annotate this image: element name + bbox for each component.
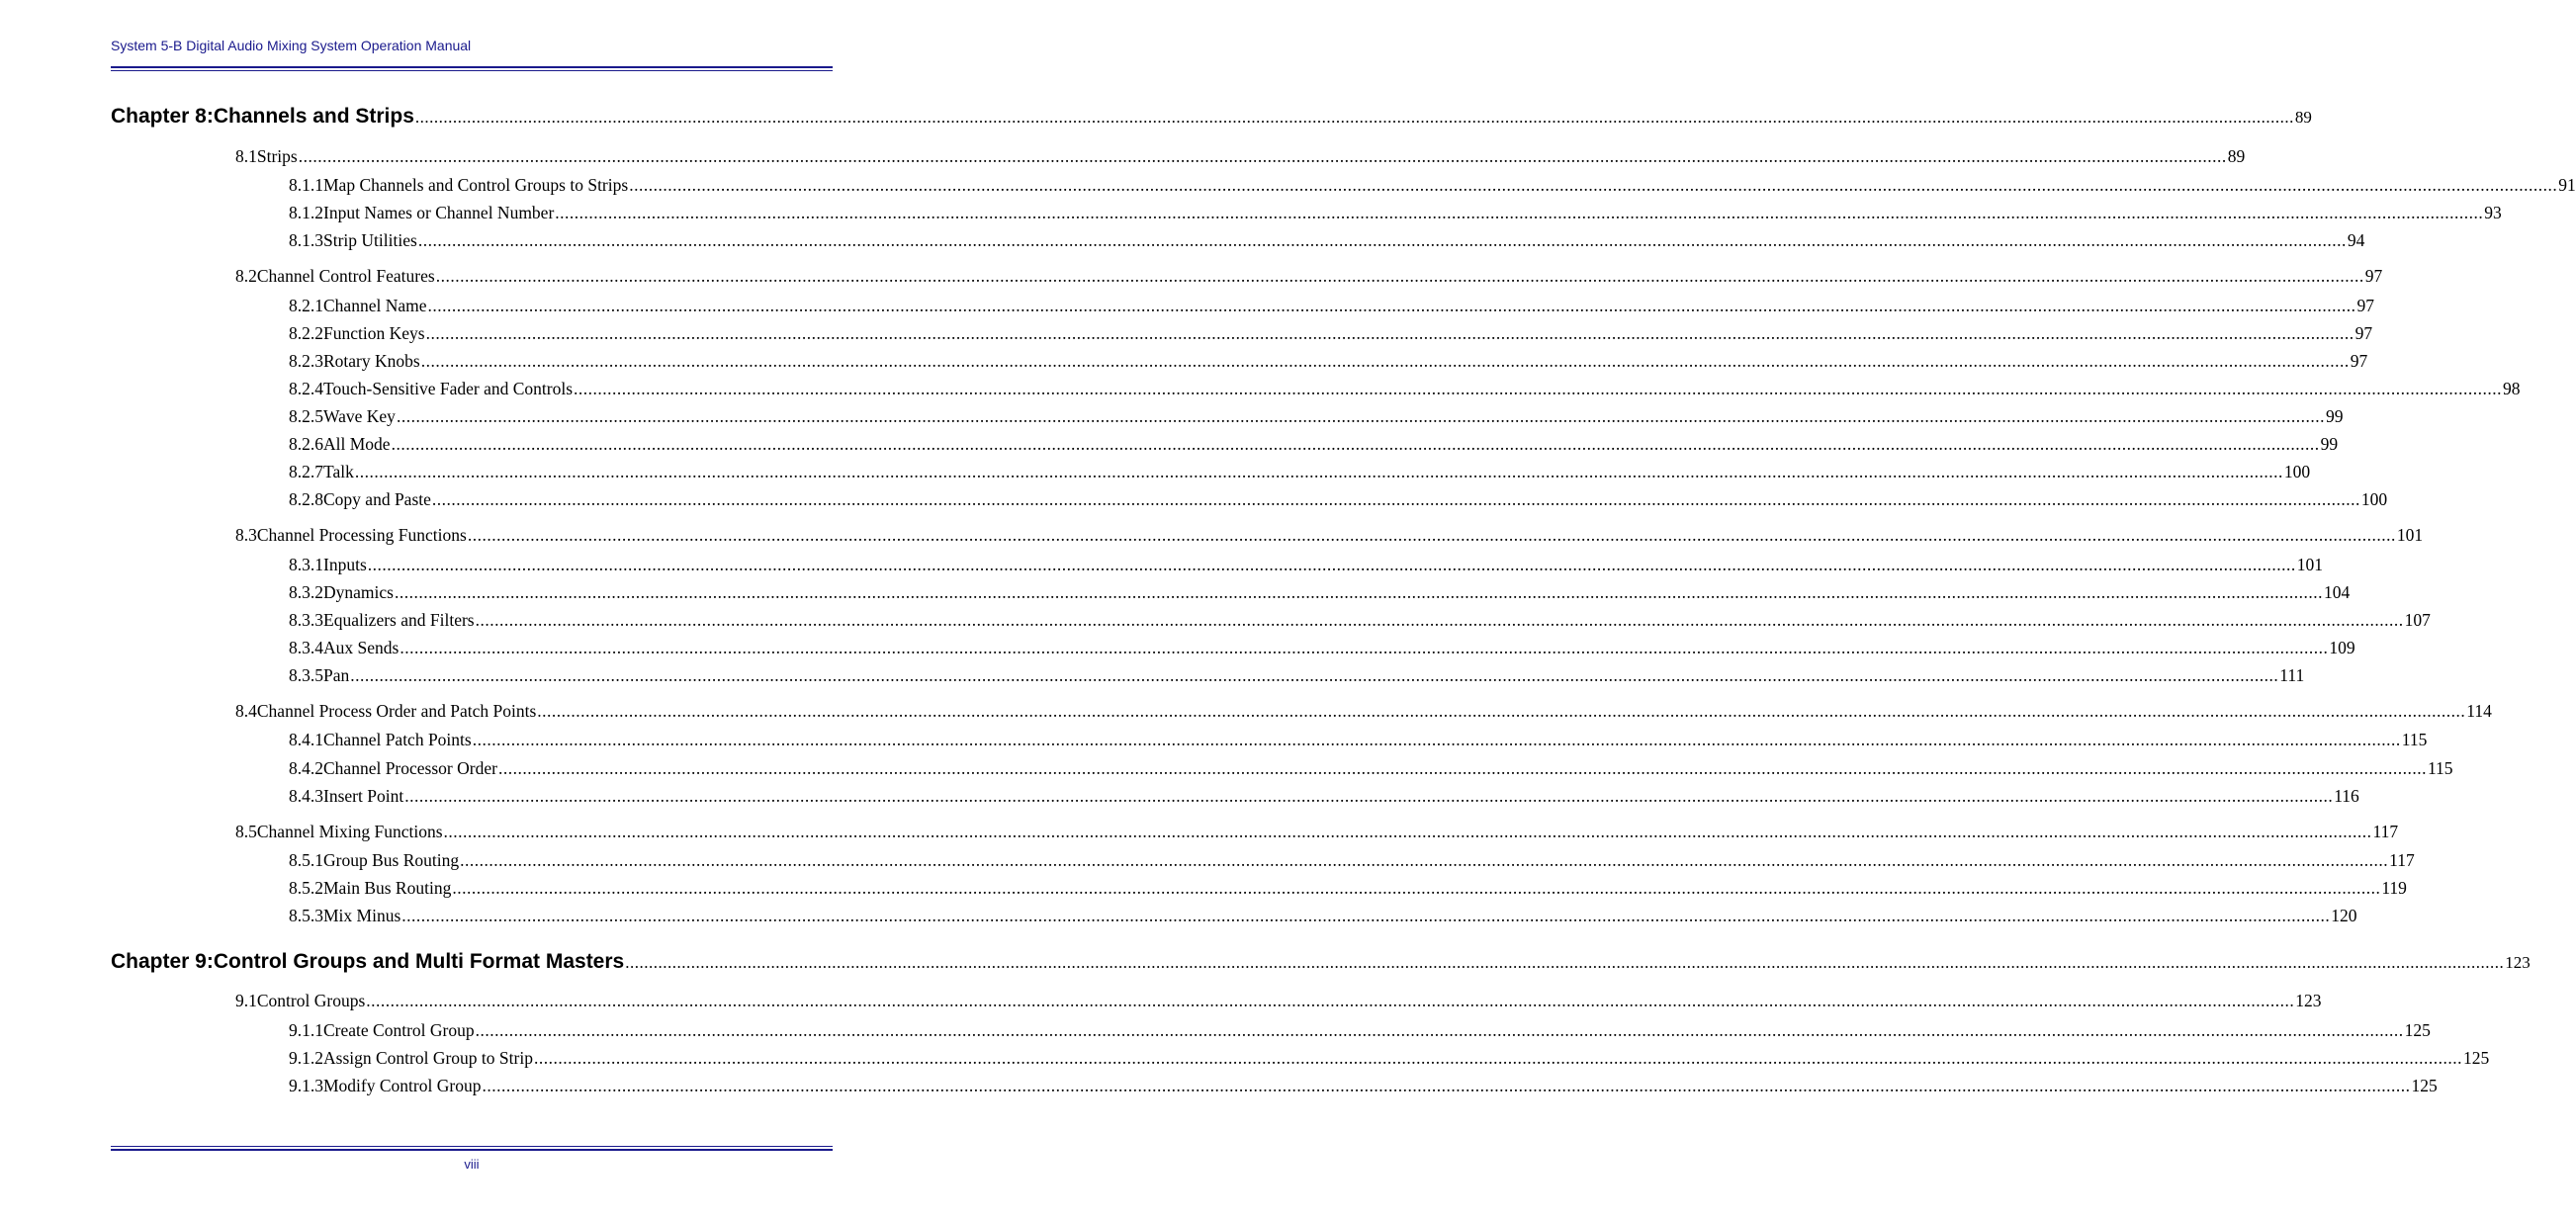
toc-entry-subsection[interactable] [289,489,2388,510]
toc-entry-page: 114 [2466,701,2492,721]
toc-entry-subsection[interactable] [289,230,2365,251]
toc-entry-number: 8.1.3 [289,230,323,250]
toc-entry-page: 117 [2372,822,2399,841]
toc-entry-number: 8.2.2 [289,323,323,343]
toc-entry-page: 117 [2389,850,2415,870]
toc-entry-number: 8.3.3 [289,610,323,630]
toc-entry-number: 8.1.1 [289,175,323,195]
toc-entry-title: Function Keys [323,323,425,343]
toc-entry-number: 8.5.1 [289,850,323,870]
toc-entry-title: Main Bus Routing [323,878,452,898]
toc-entry-number: 8.2.4 [289,379,323,398]
toc-entry-subsection[interactable] [289,730,2428,750]
toc-entry-page: 93 [2484,203,2502,222]
toc-dot-leader: ................................................................................................................................................................................................................................................................................................................................................................................................................ [404,786,2334,806]
toc-entry-number: 9.1.1 [289,1020,323,1040]
toc-entry-title: Mix Minus [323,906,401,925]
toc-entry-number: 8.3 [235,525,257,545]
toc-entry-section[interactable] [235,822,2399,842]
toc-entry-page: 123 [2505,953,2531,972]
toc-entry-page: 99 [2320,434,2339,454]
toc-entry-subsection[interactable] [289,638,2355,658]
toc-entry-number: 8.2.3 [289,351,323,371]
toc-entry-subsection[interactable] [289,351,2368,372]
toc-entry-subsection[interactable] [289,323,2373,344]
toc-entry-title: Create Control Group [323,1020,475,1040]
toc-entry-number: Chapter 9: [111,950,214,973]
toc-entry-subsection[interactable] [289,175,2576,196]
toc-entry-page: 101 [2396,525,2424,545]
toc-entry-section[interactable] [235,991,2322,1011]
toc-entry-section[interactable] [235,525,2424,546]
toc-dot-leader: ................................................................................................................................................................................................................................................................................................................................................................................................................ [629,175,2558,195]
toc-entry-number: 8.2.8 [289,489,323,509]
toc-entry-title: Input Names or Channel Number [323,203,555,222]
toc-dot-leader: ................................................................................................................................................................................................................................................................................................................................................................................................................ [574,379,2502,398]
toc-entry-number: 8.2 [235,266,257,286]
toc-entry-number: 8.4 [235,701,257,721]
toc-entry-subsection[interactable] [289,610,2431,631]
toc-dot-leader: ................................................................................................................................................................................................................................................................................................................................................................................................................ [625,953,2505,972]
toc-entry-chapter[interactable] [111,950,2531,974]
toc-entry-page: 119 [2381,878,2407,898]
toc-entry-title: Inputs [323,555,367,574]
toc-dot-leader: ................................................................................................................................................................................................................................................................................................................................................................................................................ [367,555,2296,574]
toc-dot-leader: ................................................................................................................................................................................................................................................................................................................................................................................................................ [427,296,2356,315]
toc-entry-number: 8.1.2 [289,203,323,222]
toc-entry-number: 9.1.2 [289,1048,323,1068]
toc-dot-leader: ................................................................................................................................................................................................................................................................................................................................................................................................................ [537,701,2466,721]
toc-entry-number: 8.5.3 [289,906,323,925]
toc-entry-page: 120 [2331,906,2357,925]
toc-entry-title: Channels and Strips [213,105,414,128]
toc-entry-subsection[interactable] [289,296,2374,316]
toc-dot-leader: ................................................................................................................................................................................................................................................................................................................................................................................................................ [400,638,2329,657]
toc-entry-subsection[interactable] [289,758,2453,779]
toc-entry-page: 116 [2334,786,2359,806]
toc-entry-number: 8.2.7 [289,462,323,481]
toc-entry-page: 97 [2354,323,2373,343]
toc-entry-title: Channel Name [323,296,427,315]
toc-entry-number: 9.1.3 [289,1076,323,1095]
toc-dot-leader: ................................................................................................................................................................................................................................................................................................................................................................................................................ [533,1048,2462,1068]
toc-entry-section[interactable] [235,701,2492,722]
toc-entry-page: 104 [2323,582,2351,602]
toc-entry-chapter[interactable] [111,105,2312,129]
toc-dot-leader: ................................................................................................................................................................................................................................................................................................................................................................................................................ [475,610,2404,630]
toc-entry-title: Channel Patch Points [323,730,472,749]
toc-entry-subsection[interactable] [289,379,2521,399]
toc-entry-number: 8.3.1 [289,555,323,574]
toc-entry-page: 97 [2356,296,2374,315]
toc-entry-page: 97 [2364,266,2383,286]
toc-entry-title: Strips [256,146,298,166]
toc-dot-leader: ................................................................................................................................................................................................................................................................................................................................................................................................................ [350,665,2279,685]
toc-entry-number: 8.2.6 [289,434,323,454]
toc-entry-number: 8.5.2 [289,878,323,898]
toc-entry-page: 100 [2360,489,2388,509]
toc-entry-page: 89 [2294,108,2312,127]
toc-entry-subsection[interactable] [289,1020,2431,1041]
toc-entry-subsection[interactable] [289,462,2311,482]
toc-dot-leader: ................................................................................................................................................................................................................................................................................................................................................................................................................ [475,1020,2404,1040]
toc-dot-leader: ................................................................................................................................................................................................................................................................................................................................................................................................................ [366,991,2295,1010]
toc-entry-page: 98 [2503,379,2521,398]
toc-entry-number: 8.2.5 [289,406,323,426]
toc-entry-title: Channel Processor Order [323,758,497,778]
footer-rule-thick [111,1149,833,1151]
toc-dot-leader: ................................................................................................................................................................................................................................................................................................................................................................................................................ [420,351,2350,371]
toc-entry-page: 100 [2283,462,2311,481]
toc-entry-subsection[interactable] [289,1048,2490,1069]
toc-entry-number: 8.4.1 [289,730,323,749]
toc-dot-leader: ................................................................................................................................................................................................................................................................................................................................................................................................................ [417,230,2347,250]
toc-entry-page: 91 [2558,175,2576,195]
toc-entry-title: Map Channels and Control Groups to Strips [323,175,629,195]
toc-entry-number: 8.4.2 [289,758,323,778]
toc-entry-page: 125 [2404,1020,2431,1040]
toc-entry-title: Rotary Knobs [323,351,420,371]
toc-entry-subsection[interactable] [289,850,2415,871]
toc-entry-title: Assign Control Group to Strip [323,1048,533,1068]
toc-entry-subsection[interactable] [289,434,2339,455]
toc-entry-page: 97 [2350,351,2368,371]
toc-dot-leader: ................................................................................................................................................................................................................................................................................................................................................................................................................ [482,1076,2411,1095]
toc-dot-leader: ................................................................................................................................................................................................................................................................................................................................................................................................................ [425,323,2354,343]
toc-entry-title: Channel Process Order and Patch Points [256,701,537,721]
toc-entry-section[interactable] [235,146,2246,167]
toc-entry-page: 125 [2462,1048,2490,1068]
toc-entry-title: Aux Sends [323,638,400,657]
toc-dot-leader: ................................................................................................................................................................................................................................................................................................................................................................................................................ [414,108,2294,127]
toc-entry-number: 8.2.1 [289,296,323,315]
toc-entry-page: 101 [2296,555,2323,574]
toc-dot-leader: ................................................................................................................................................................................................................................................................................................................................................................................................................ [555,203,2484,222]
toc-dot-leader: ................................................................................................................................................................................................................................................................................................................................................................................................................ [452,878,2381,898]
toc-entry-subsection[interactable] [289,878,2407,899]
toc-entry-title: Control Groups [256,991,366,1010]
toc-dot-leader: ................................................................................................................................................................................................................................................................................................................................................................................................................ [472,730,2401,749]
toc-entry-title: Talk [323,462,354,481]
header-rule-thick [111,66,833,68]
toc-entry-number: 8.5 [235,822,257,841]
toc-entry-page: 94 [2347,230,2365,250]
toc-dot-leader: ................................................................................................................................................................................................................................................................................................................................................................................................................ [401,906,2331,925]
header-rule-thin [111,70,833,71]
toc-dot-leader: ................................................................................................................................................................................................................................................................................................................................................................................................................ [394,582,2323,602]
toc-dot-leader: ................................................................................................................................................................................................................................................................................................................................................................................................................ [497,758,2427,778]
toc-entry-subsection[interactable] [289,906,2357,926]
footer-page-number: viii [464,1157,480,1172]
toc-entry-number: 8.3.2 [289,582,323,602]
toc-entry-number: 8.4.3 [289,786,323,806]
toc-entry-title: Wave Key [323,406,396,426]
toc-entry-subsection[interactable] [289,665,2305,686]
toc-entry-section[interactable] [235,266,2383,287]
toc-entry-page: 99 [2325,406,2344,426]
toc-entry-title: Control Groups and Multi Format Masters [213,950,625,973]
toc-dot-leader: ................................................................................................................................................................................................................................................................................................................................................................................................................ [431,489,2360,509]
toc-entry-title: Group Bus Routing [323,850,460,870]
toc-dot-leader: ................................................................................................................................................................................................................................................................................................................................................................................................................ [391,434,2320,454]
toc-entry-title: Strip Utilities [323,230,417,250]
toc-entry-title: Channel Control Features [256,266,435,286]
toc-dot-leader: ................................................................................................................................................................................................................................................................................................................................................................................................................ [435,266,2364,286]
toc-entry-subsection[interactable] [289,786,2359,807]
toc-dot-leader: ................................................................................................................................................................................................................................................................................................................................................................................................................ [354,462,2283,481]
toc-entry-subsection[interactable] [289,555,2323,575]
toc-entry-title: Channel Mixing Functions [256,822,443,841]
toc-entry-page: 115 [2401,730,2428,749]
toc-dot-leader: ................................................................................................................................................................................................................................................................................................................................................................................................................ [460,850,2389,870]
toc-entry-number: 8.1 [235,146,257,166]
toc-entry-page: 89 [2227,146,2246,166]
toc-entry-page: 115 [2427,758,2453,778]
toc-entry-title: Channel Processing Functions [256,525,467,545]
toc-entry-title: Equalizers and Filters [323,610,475,630]
running-header: System 5-B Digital Audio Mixing System Operation Manual [111,38,472,53]
toc-entry-page: 111 [2279,665,2305,685]
toc-entry-subsection[interactable] [289,406,2344,427]
toc-entry-page: 125 [2411,1076,2438,1095]
toc-entry-title: All Mode [323,434,391,454]
toc-entry-title: Insert Point [323,786,404,806]
toc-entry-title: Touch-Sensitive Fader and Controls [323,379,573,398]
footer-rule-thin [111,1146,833,1147]
toc-dot-leader: ................................................................................................................................................................................................................................................................................................................................................................................................................ [298,146,2227,166]
toc-entry-title: Copy and Paste [323,489,431,509]
toc-entry-page: 107 [2404,610,2431,630]
toc-entry-subsection[interactable] [289,582,2351,603]
toc-entry-title: Dynamics [323,582,394,602]
toc-dot-leader: ................................................................................................................................................................................................................................................................................................................................................................................................................ [467,525,2396,545]
toc-dot-leader: ................................................................................................................................................................................................................................................................................................................................................................................................................ [443,822,2372,841]
toc-entry-number: 9.1 [235,991,257,1010]
toc-entry-page: 123 [2295,991,2322,1010]
toc-entry-title: Pan [323,665,350,685]
toc-dot-leader: ................................................................................................................................................................................................................................................................................................................................................................................................................ [396,406,2325,426]
toc-entry-number: 8.3.5 [289,665,323,685]
toc-entry-subsection[interactable] [289,1076,2438,1096]
toc-entry-title: Modify Control Group [323,1076,482,1095]
toc-entry-number: 8.3.4 [289,638,323,657]
toc-entry-page: 109 [2329,638,2355,657]
toc-entry-number: Chapter 8: [111,105,214,128]
toc-entry-subsection[interactable] [289,203,2502,223]
